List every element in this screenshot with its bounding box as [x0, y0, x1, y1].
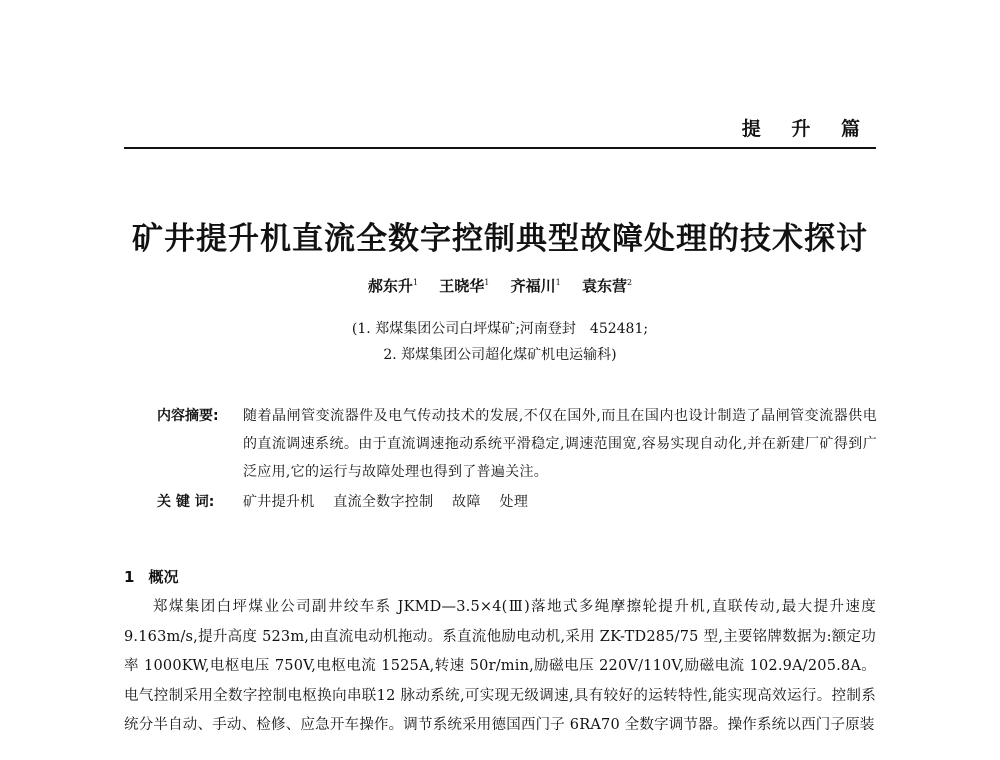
section-heading [124, 566, 178, 587]
section-title: 概况 [148, 568, 179, 586]
abstract-block [157, 402, 877, 516]
author: 郝东升$^1$ [367, 277, 419, 295]
keywords-label: 关 键 词: [157, 494, 215, 510]
abstract-text: 随着晶闸管变流器件及电气传动技术的发展,不仅在国外,而且在国内也设计制造了晶闸管变流器供电的直流调速系统。由于直流调速拖动系统平滑稳定,调速范围宽,容易实现自动化,并在新建厂矿得到广泛应用,它的运行与故障处理也得到了普遍关注。 [243, 408, 877, 480]
section-number: 1 [124, 568, 135, 586]
header-rule [124, 147, 876, 149]
abstract-label: 内容摘要: [157, 408, 219, 424]
keywords-list [243, 488, 877, 516]
affiliations [0, 316, 1000, 368]
author: 袁东营$^2$ [581, 277, 633, 295]
section-body [124, 593, 876, 741]
keyword: 处理 [499, 494, 529, 510]
author: 王晓华$^1$ [439, 277, 490, 295]
keyword: 矿井提升机 [243, 494, 315, 510]
author: 齐福川$^1$ [510, 277, 561, 295]
affiliation-line: 2. 郑煤集团公司超化煤矿机电运输科) [383, 347, 617, 363]
keyword: 直流全数字控制 [333, 494, 434, 510]
keyword: 故障 [452, 494, 481, 510]
affiliation-line: (1. 郑煤集团公司白坪煤矿;河南登封 452481; [351, 321, 649, 337]
article-title: 矿井提升机直流全数字控制典型故障处理的技术探讨 [132, 221, 868, 257]
author-list [0, 275, 1000, 296]
journal-section-label: 提 升 篇 [741, 118, 872, 140]
body-paragraph: 郑煤集团白坪煤业公司副井绞车系 JKMD—3.5×4(Ⅲ)落地式多绳摩擦轮提升机,直联传动,最大提升速度 9.163m/s,提升高度 523m,由直流电动机拖动。系直流他励电动机,采用 ZK-TD285/75 型,主要铭牌数据为:额定功率 1000KW,电枢电压 750V,电枢电流 1525A,转速 50r/min,励磁电压 220V/110V,励磁电流 102.9A/205.8A。电气控制采用全数字控制电枢换向串联12 脉动系统,可实现无级调速,具有较好的运转特性,能实现高效运行。控制系统分半自动、手动、检修、应急开车操作。调节系统采用德国西门子 6RA70 全数字调节器。操作系统以西门子原装 [124, 599, 876, 733]
